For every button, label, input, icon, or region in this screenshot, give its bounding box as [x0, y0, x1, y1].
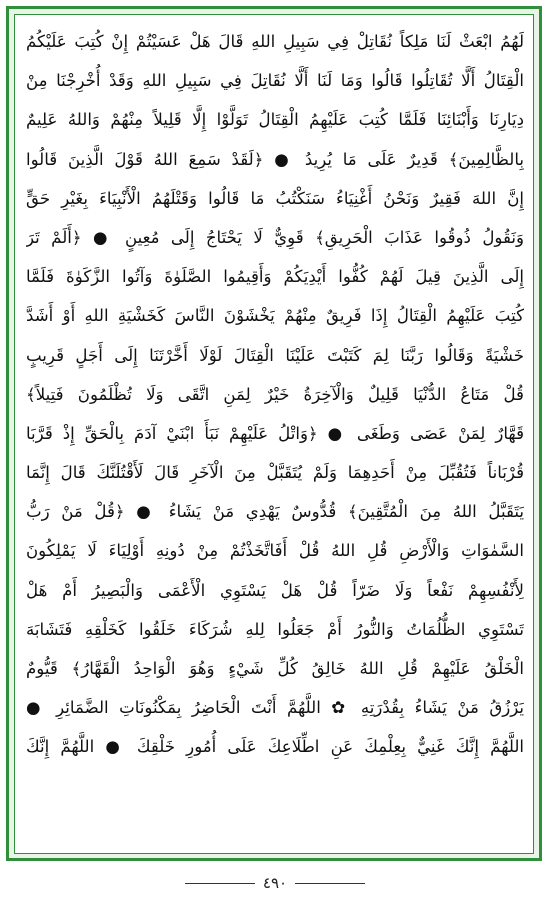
text-line: إِلَى الَّذِينَ قِيلَ لَهُمْ كُفُّوا أَيْدِيَكُمْ وَأَقِيمُوا الصَّلَوٰةَ وَآتُوا الزَّكَوٰةَ فَلَمَّا	[26, 267, 524, 287]
text-line: قَهَّارٌ لِمَنْ عَصَى وَطَغَى ● ﴿وَاتْلُ عَلَيْهِمْ نَبَأَ ابْنَيْ آدَمَ بِالْحَقِّ إِذْ قَرَّبَا	[26, 423, 524, 443]
text-line: دِيَارِنَا وَأَبْنَائِنَا فَلَمَّا كُتِبَ عَلَيْهِمُ الْقِتَالُ تَوَلَّوْا إِلَّا قَلِيلاً مِنْهُمْ وَاللهُ عَلِيمٌ	[26, 110, 524, 130]
text-line: بِالظَّالِمِينَ﴾ قَدِيرٌ عَلَى مَا يُرِيدُ ● ﴿لَقَدْ سَمِعَ اللهُ قَوْلَ الَّذِينَ قَالُوا	[26, 149, 524, 169]
text-line: إِنَّ اللهَ فَقِيرٌ وَنَحْنُ أَغْنِيَاءُ سَنَكْتُبُ مَا قَالُوا وَقَتْلَهُمُ الْأَنْبِيَاءَ بِغَيْرِ حَقٍّ	[26, 188, 524, 208]
text-line: الْقِتَالُ أَلَّا تُقَاتِلُوا قَالُوا وَمَا لَنَا أَلَّا نُقَاتِلَ فِي سَبِيلِ اللهِ وَقَدْ أُخْرِجْنَا مِنْ	[26, 71, 524, 91]
text-line: السَّمٰوَاتِ وَالْأَرْضِ قُلِ اللهُ قُلْ أَفَاتَّخَذْتُمْ مِنْ دُونِهِ أَوْلِيَاءَ لَا يَمْلِكُونَ	[26, 541, 524, 561]
arabic-text-block	[26, 22, 524, 848]
text-line: يَتَقَبَّلُ اللهُ مِنَ الْمُتَّقِينَ﴾ قُدُّوسٌ يَهْدِي مَنْ يَشَاءُ ● ﴿قُلْ مَنْ رَبُّ	[26, 502, 524, 522]
text-line: لَهُمُ ابْعَثْ لَنَا مَلِكاً نُقَاتِلْ فِي سَبِيلِ اللهِ قَالَ هَلْ عَسَيْتُمْ إِنْ كُتِبَ عَلَيْكُمُ	[26, 32, 524, 51]
text-line: خَشْيَةً وَقَالُوا رَبَّنَا لِمَ كَتَبْتَ عَلَيْنَا الْقِتَالَ لَوْلَا أَخَّرْتَنَا إِلَى أَجَلٍ قَرِيبٍ	[26, 345, 524, 365]
footer-ornament-right	[295, 883, 365, 884]
text-line: لِأَنْفُسِهِمْ نَفْعاً وَلَا ضَرّاً قُلْ هَلْ يَسْتَوِي الْأَعْمَى وَالْبَصِيرُ أَمْ هَلْ	[26, 580, 524, 600]
text-line: قُلْ مَتَاعُ الدُّنْيَا قَلِيلٌ وَالْآخِرَةُ خَيْرٌ لِمَنِ اتَّقَى وَلَا تُظْلَمُونَ فَتِيلاً﴾	[26, 384, 524, 404]
page-footer	[0, 868, 550, 898]
text-line: وَنَقُولُ ذُوقُوا عَذَابَ الْحَرِيقِ﴾ قَوِيٌّ لَا يَحْتَاجُ إِلَى مُعِينٍ ● ﴿أَلَمْ تَرَ	[26, 227, 524, 247]
text-line: يَرْزُقُ مَنْ يَشَاءُ بِقُدْرَتِهِ ✿ اللَّهُمَّ أَنْتَ الْحَاضِرُ بِمَكْنُونَاتِ الضَّمَائِرِ ●	[26, 698, 524, 718]
text-line: قُرْبَاناً فَتُقُبِّلَ مِنْ أَحَدِهِمَا وَلَمْ يُتَقَبَّلْ مِنَ الْآخَرِ قَالَ لَأَقْتُلَنَّكَ قَالَ إِنَّمَا	[26, 463, 524, 483]
footer-ornament-left	[185, 883, 255, 884]
text-line: كُتِبَ عَلَيْهِمُ الْقِتَالُ إِذَا فَرِيقٌ مِنْهُمْ يَخْشَوْنَ النَّاسَ كَخَشْيَةِ اللهِ أَوْ أَشَدَّ	[26, 306, 524, 326]
page-number: ٤٩٠	[262, 874, 288, 892]
text-line: اللَّهُمَّ إِنَّكَ غَنِيٌّ بِعِلْمِكَ عَنِ اطِّلَاعِكَ عَلَى أُمُورِ خَلْقِكَ ● اللَّهُمَّ إِنَّكَ	[26, 737, 524, 757]
text-line: تَسْتَوِي الظُّلُمَاتُ وَالنُّورُ أَمْ جَعَلُوا لِلهِ شُرَكَاءَ خَلَقُوا كَخَلْقِهِ فَتَشَابَهَ	[26, 619, 524, 639]
text-line: الْخَلْقُ عَلَيْهِمْ قُلِ اللهُ خَالِقُ كُلِّ شَيْءٍ وَهُوَ الْوَاحِدُ الْقَهَّارُ﴾ قَيُّومٌ	[26, 659, 524, 678]
